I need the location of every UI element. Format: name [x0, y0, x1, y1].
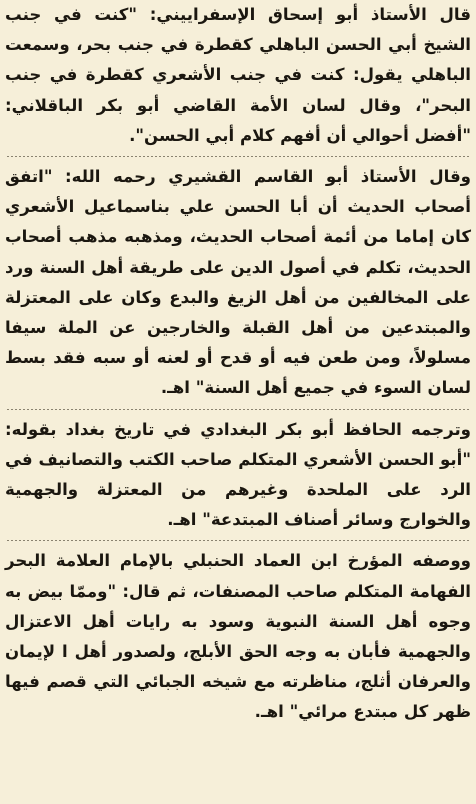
- paragraph-isfarayini-quote: قال الأستاذ أبو إسحاق الإسفراييني: "كنت في جنب الشيخ أبي الحسن الباهلي كقطرة في جنب بحر، وسمعت الباهلي يقول: كنت في جنب الأشعري كقطرة في جنب البحر"، وقال لسان الأمة القاضي أبو بكر الباقلاني: "أفضل أحوالي أن أفهم كلام أبي الحسن".: [5, 5, 471, 145]
- dotted-divider: [5, 409, 471, 410]
- paragraph-ibn-al-imad-quote: ووصفه المؤرخ ابن العماد الحنبلي بالإمام العلامة البحر الفهامة المتكلم صاحب المصنفات، ثم قال: "وممّا بيض به وجوه أهل السنة النبوية وسود به رايات أهل الاعتزال والجهمية فأبان به وجه الحق الأبلج، ولصدور أهل ا لإيمان والعرفان أثلج، مناظرته مع شيخه الجبائي التي قصم فيها ظهر كل مبتدع مرائي" اهـ.: [5, 551, 471, 722]
- paragraph-qushayri-quote: وقال الأستاذ أبو القاسم القشيري رحمه الله: "اتفق أصحاب الحديث أن أبا الحسن علي بناسماعيل الأشعري كان إماما من أئمة أصحاب الحديث، ومذهبه مذهب أصحاب الحديث، تكلم في أصول الدين على طريقة أهل السنة ورد على المخالفين من أهل الزيغ والبدع وكان على المعتزلة والمبتدعين من أهل القبلة والخارجين عن الملة سيفا مسلولاً، ومن طعن فيه أو قدح أو لعنه أو سبه فقد بسط لسان السوء في جميع أهل السنة" اهـ.: [5, 167, 471, 398]
- paragraph-baghdadi-quote: وترجمه الحافظ أبو بكر البغدادي في تاريخ بغداد بقوله: "أبو الحسن الأشعري المتكلم صاحب الكتب والتصانيف في الرد على الملحدة وغيرهم من المعتزلة والجهمية والخوارج وسائر أصناف المبتدعة" اهـ.: [5, 419, 471, 530]
- dotted-divider: [5, 156, 471, 157]
- dotted-divider: [5, 540, 471, 541]
